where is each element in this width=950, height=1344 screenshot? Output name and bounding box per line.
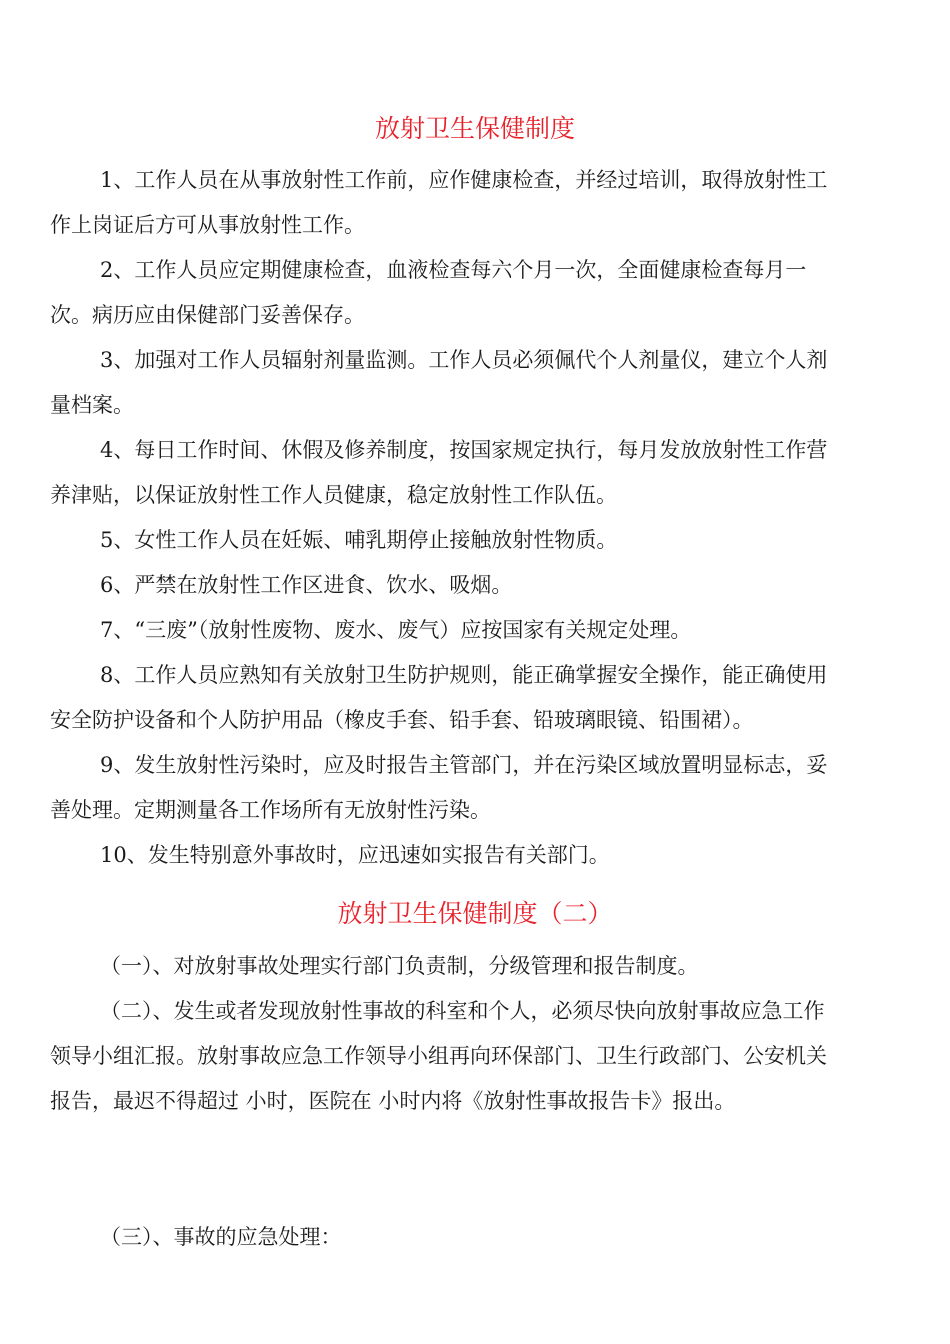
rule-text-line: 养津贴，以保证放射性工作人员健康，稳定放射性工作队伍。	[50, 483, 617, 507]
rule-item-9	[50, 743, 900, 833]
section-text-line: 报告，最迟不得超过 小时，医院在 小时内将《放射性事故报告卡》报出。	[50, 1089, 736, 1113]
rule-item-1	[50, 158, 900, 248]
section-text-line: （三）、事故的应急处理：	[100, 1225, 342, 1249]
rule-list-2	[50, 944, 900, 1124]
rule-text-line: 3、加强对工作人员辐射剂量监测。工作人员必须佩代个人剂量仪，建立个人剂	[100, 348, 828, 372]
rule-item-7	[50, 608, 900, 653]
section-item-3	[50, 1215, 900, 1260]
rule-text-line: 5、女性工作人员在妊娠、哺乳期停止接触放射性物质。	[100, 528, 618, 552]
rule-text-line: 8、工作人员应熟知有关放射卫生防护规则，能正确掌握安全操作，能正确使用	[100, 663, 828, 687]
rule-item-8	[50, 653, 900, 743]
rule-item-2	[50, 248, 900, 338]
rule-text-line: 4、每日工作时间、休假及修养制度，按国家规定执行，每月发放放射性工作营	[100, 438, 828, 462]
section-item-2	[50, 989, 900, 1124]
section-text-line: （一）、对放射事故处理实行部门负责制，分级管理和报告制度。	[100, 954, 699, 978]
rule-item-3	[50, 338, 900, 428]
rule-text-line: 2、工作人员应定期健康检查，血液检查每六个月一次，全面健康检查每月一	[100, 258, 807, 282]
rule-text-line: 次。病历应由保健部门妥善保存。	[50, 303, 365, 327]
rule-item-6	[50, 563, 900, 608]
rule-text-line: 6、严禁在放射性工作区进食、饮水、吸烟。	[100, 573, 513, 597]
rule-text-line: 7、“三废”（放射性废物、废水、废气）应按国家有关规定处理。	[100, 618, 692, 642]
section-text-line: 领导小组汇报。放射事故应急工作领导小组再向环保部门、卫生行政部门、公安机关	[50, 1044, 827, 1068]
rule-text-line: 安全防护设备和个人防护用品（橡皮手套、铅手套、铅玻璃眼镜、铅围裙）。	[50, 708, 754, 732]
rule-text-line: 9、发生放射性污染时，应及时报告主管部门，并在污染区域放置明显标志，妥	[100, 753, 828, 777]
rule-text-line: 10、发生特别意外事故时，应迅速如实报告有关部门。	[100, 843, 610, 867]
document-subtitle: 放射卫生保健制度（二）	[337, 899, 613, 928]
rule-text-line: 量档案。	[50, 393, 134, 417]
section-item-1	[50, 944, 900, 989]
section-text-line: （二）、发生或者发现放射性事故的科室和个人，必须尽快向放射事故应急工作	[100, 999, 825, 1023]
rule-text-line: 作上岗证后方可从事放射性工作。	[50, 213, 365, 237]
rule-item-5	[50, 518, 900, 563]
rule-item-10	[50, 833, 900, 878]
rule-item-4	[50, 428, 900, 518]
rule-list	[50, 158, 900, 878]
rule-text-line: 善处理。定期测量各工作场所有无放射性污染。	[50, 798, 491, 822]
document-title: 放射卫生保健制度	[374, 114, 575, 143]
rule-text-line: 1、工作人员在从事放射性工作前，应作健康检查，并经过培训，取得放射性工	[100, 168, 828, 192]
